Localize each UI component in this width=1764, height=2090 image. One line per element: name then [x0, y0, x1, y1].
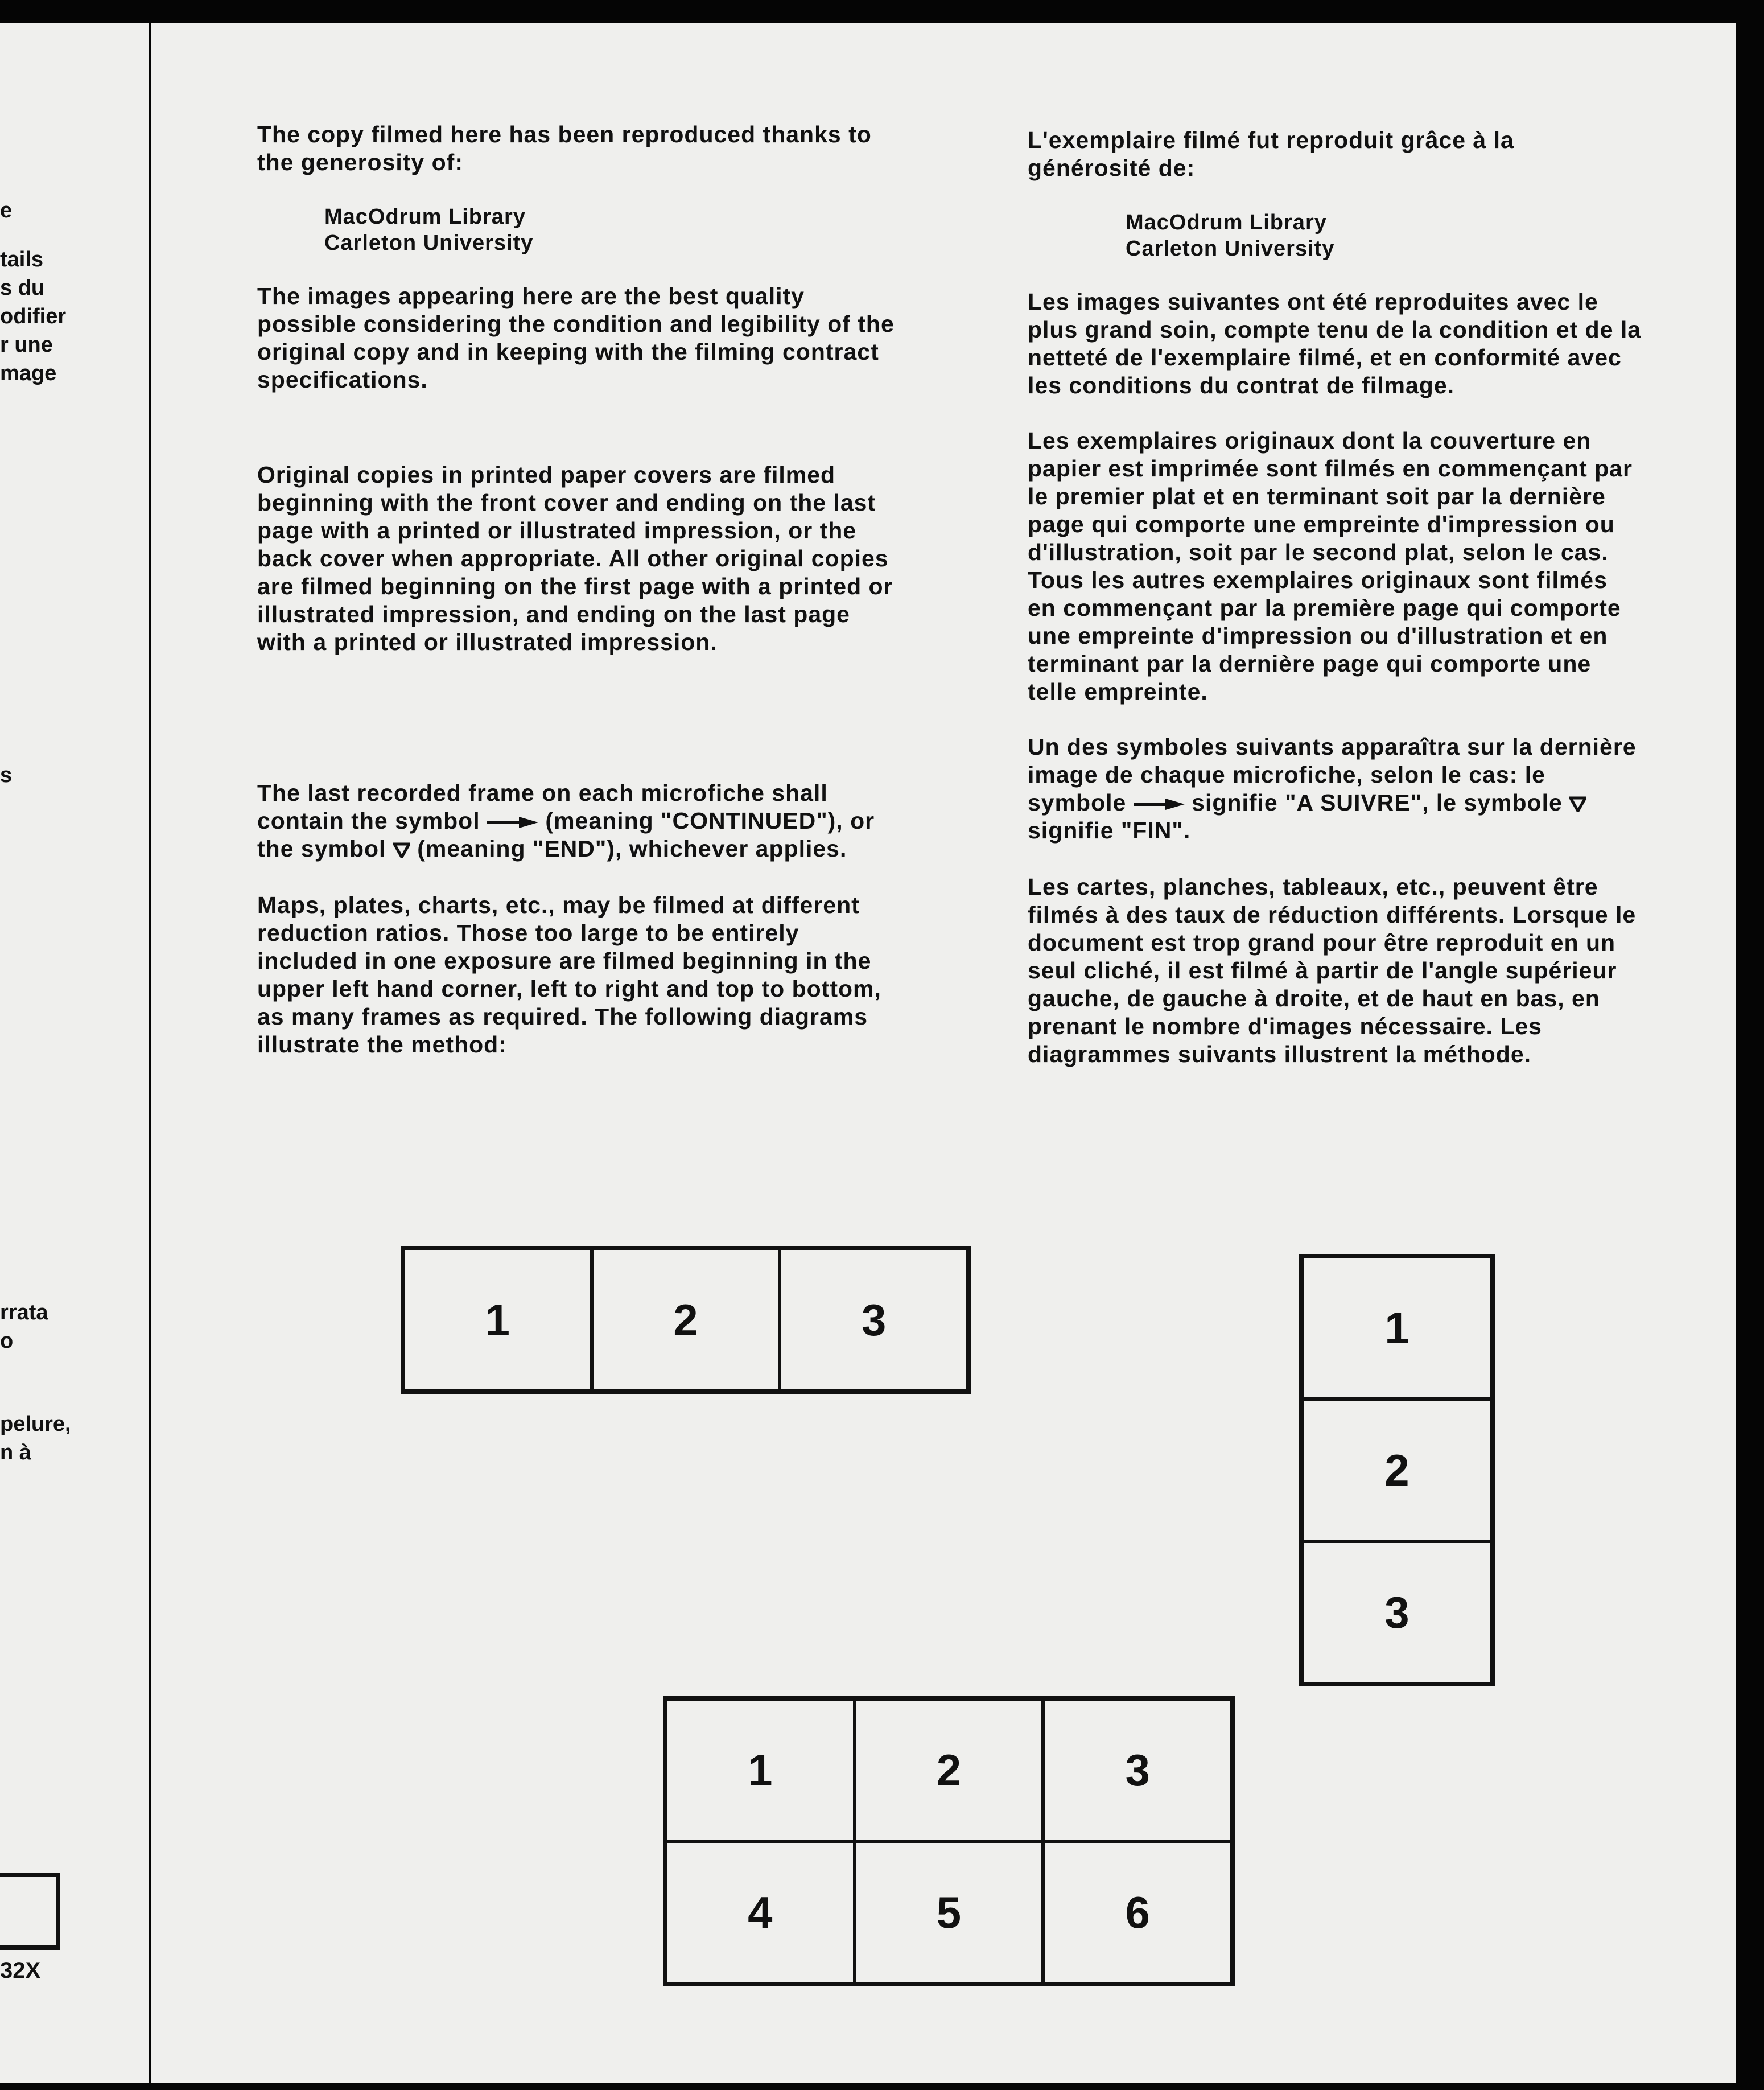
french-column	[1028, 126, 1642, 1068]
frame-cell: 4	[666, 1841, 855, 1984]
frame-cell: 3	[780, 1249, 968, 1391]
english-symbol-text: The last recorded frame on each microfiche shall contain the symbol	[257, 780, 828, 834]
ratio-box	[0, 1873, 60, 1950]
frame-cell: 1	[1302, 1257, 1492, 1399]
strip-text: n à	[0, 1441, 31, 1464]
strip-text: mage	[0, 361, 57, 385]
english-maps: Maps, plates, charts, etc., may be filmed at different reduction ratios. Those too large to be entirely included in one exposure are filmed beginning in the upper left hand corner, left to right and top to bottom, as many frames as required. The following diagrams illustrate the method:	[257, 892, 881, 1058]
ratio-label: 32X	[0, 1958, 41, 1983]
strip-text: o	[0, 1329, 14, 1353]
previous-page-strip	[0, 23, 149, 2083]
frame-cell: 2	[855, 1699, 1044, 1841]
strip-text: pelure,	[0, 1412, 71, 1436]
continued-arrow-icon	[1134, 797, 1185, 811]
english-column	[257, 121, 906, 1059]
frame-cell: 1	[403, 1249, 592, 1391]
end-triangle-icon	[1569, 796, 1586, 812]
strip-text: s	[0, 763, 13, 787]
english-symbols	[257, 779, 906, 863]
strip-text: tails	[0, 248, 44, 271]
library-name: MacOdrum Library	[324, 205, 526, 229]
frame-cell: 3	[1043, 1699, 1232, 1841]
french-symbol-text: signifie "FIN".	[1028, 817, 1191, 844]
strip-text: rrata	[0, 1301, 48, 1324]
university-name: Carleton University	[1126, 237, 1335, 261]
frame-cell: 2	[1302, 1399, 1492, 1541]
library-name: MacOdrum Library	[1126, 211, 1327, 234]
english-symbol-text: (meaning "CONTINUED"), or the symbol	[257, 808, 875, 862]
continued-arrow-icon	[487, 816, 538, 829]
english-originals: Original copies in printed paper covers are filmed beginning with the front cover and ending on the last page with a printed or illustrated impression, or the back cover when appropriate. All other original copies are filmed beginning on the first page with a printed or illustrated impression, and ending on the last page with a printed or illustrated impression.	[257, 462, 893, 655]
frame-cell: 2	[592, 1249, 780, 1391]
university-name: Carleton University	[324, 231, 534, 255]
frame-cell: 3	[1302, 1541, 1492, 1684]
frame-cell: 6	[1043, 1841, 1232, 1984]
french-quality: Les images suivantes ont été reproduites avec le plus grand soin, compte tenu de la condition et de la netteté de l'exemplaire filmé, et en conformité avec les conditions du contrat de filmage.	[1028, 289, 1642, 398]
french-institution	[1126, 209, 1642, 262]
french-symbol-text: Un des symboles suivants apparaîtra sur la dernière image de chaque microfiche, selon le cas: le symbole	[1028, 734, 1637, 816]
diagram-column	[1299, 1254, 1495, 1686]
end-triangle-icon	[393, 842, 410, 858]
diagram-grid	[663, 1696, 1235, 1986]
scan-border-top	[0, 0, 1764, 23]
english-quality: The images appearing here are the best quality possible considering the condition and legibility of the original copy and in keeping with the filming contract specifications.	[257, 283, 895, 393]
french-originals: Les exemplaires originaux dont la couverture en papier est imprimée sont filmés en commençant par le premier plat et en terminant soit par la dernière page qui comporte une empreinte d'impression ou d'illustration, soit par le second plat, selon le cas. Tous les autres exemplaires originaux sont filmés en commençant par la première page qui comporte une empreinte d'impression ou d'illustration et en terminant par la dernière page qui comporte une telle empreinte.	[1028, 427, 1633, 705]
strip-text: r une	[0, 333, 53, 357]
french-thanks: L'exemplaire filmé fut reproduit grâce à la générosité de:	[1028, 127, 1514, 181]
frame-cell: 1	[666, 1699, 855, 1841]
strip-text: s du	[0, 276, 45, 300]
french-symbol-text: signifie "A SUIVRE", le symbole	[1192, 789, 1563, 816]
diagram-row	[401, 1246, 971, 1394]
strip-text: e	[0, 199, 13, 223]
english-thanks: The copy filmed here has been reproduced thanks to the generosity of:	[257, 121, 872, 175]
strip-text: odifier	[0, 305, 67, 328]
english-institution	[324, 204, 906, 256]
french-symbols	[1028, 733, 1642, 845]
french-maps: Les cartes, planches, tableaux, etc., peuvent être filmés à des taux de réduction différents. Lorsque le document est trop grand pour être reproduit en un seul cliché, il est filmé à partir de l'angle supérieur gauche, de gauche à droite, et de haut en bas, en prenant le nombre d'images nécessaire. Les diagrammes suivants illustrent la méthode.	[1028, 874, 1637, 1067]
english-symbol-text: (meaning "END"), whichever applies.	[417, 836, 847, 862]
frame-cell: 5	[855, 1841, 1044, 1984]
